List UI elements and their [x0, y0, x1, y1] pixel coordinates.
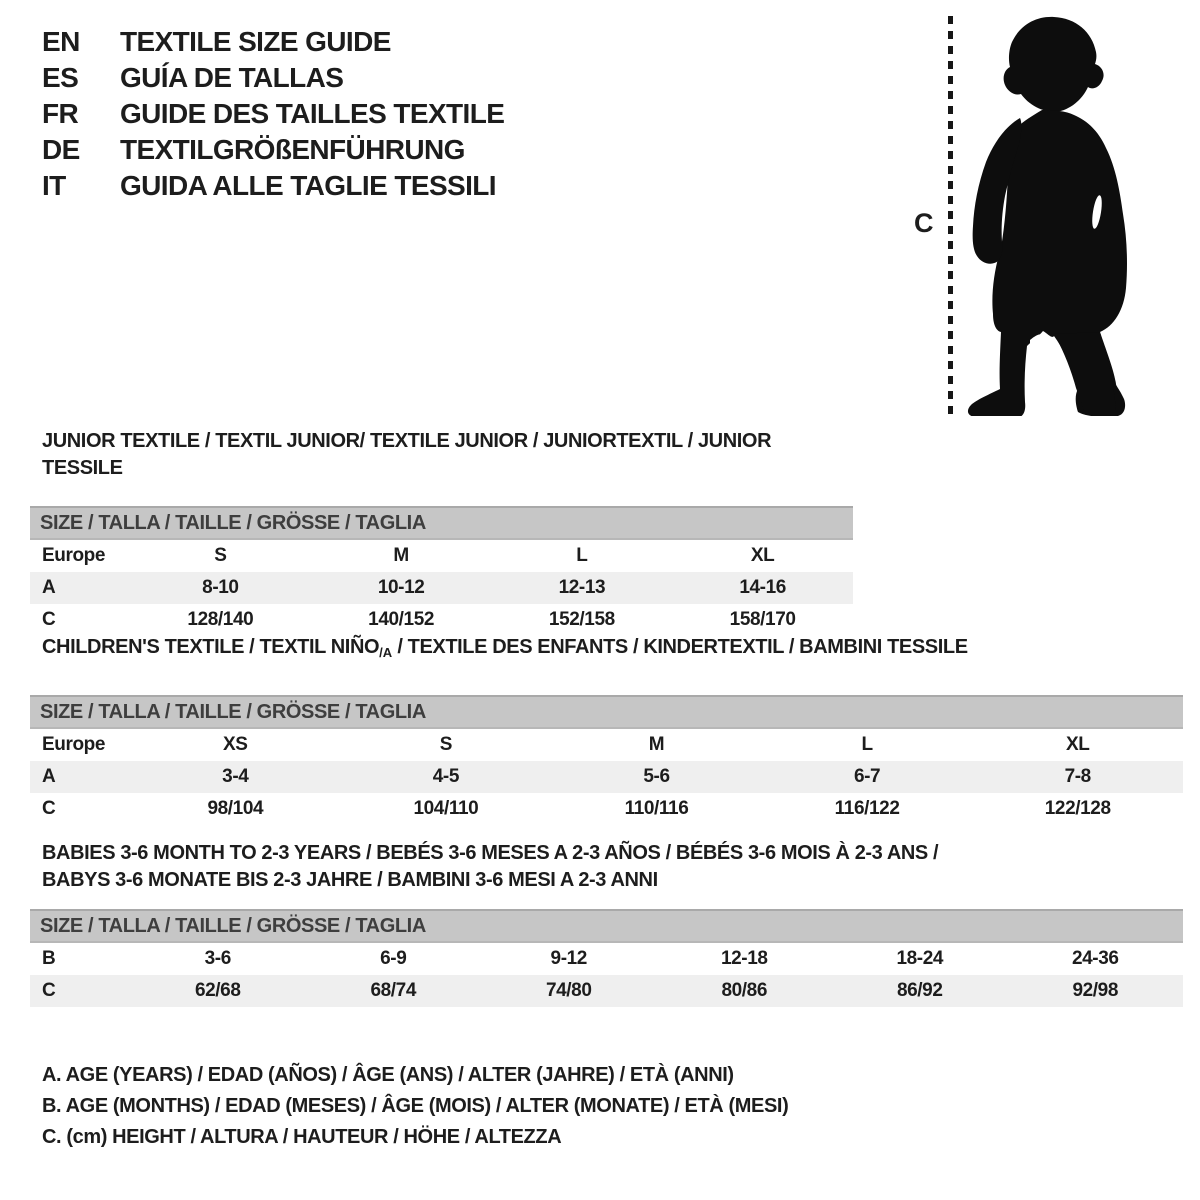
section-junior-textile	[30, 428, 853, 636]
height-cell: 128/140	[187, 609, 254, 630]
row-label: C	[42, 980, 56, 1001]
size-cell: XL	[1065, 734, 1090, 755]
age-cell: 12-18	[720, 948, 768, 969]
guide-title: TEXTILGRÖßENFÜHRUNG	[120, 134, 465, 165]
height-cell: 86/92	[896, 980, 943, 1001]
guide-title: GUÍA DE TALLAS	[120, 62, 344, 93]
table-row	[30, 943, 1183, 975]
babies-size-header-bar	[30, 909, 1183, 943]
size-cell: XS	[223, 734, 248, 755]
age-cell: 12-13	[558, 577, 606, 598]
row-label: A	[42, 577, 56, 598]
junior-size-header-bar	[30, 506, 853, 540]
row-label: C	[42, 609, 56, 630]
note-c: C. (cm) HEIGHT / ALTURA / HAUTEUR / HÖHE / ALTEZZA	[42, 1126, 562, 1148]
language-code: DE	[42, 134, 80, 165]
guide-title: GUIDE DES TAILLES TEXTILE	[120, 98, 505, 129]
row-label: A	[42, 766, 56, 787]
language-row-de	[42, 132, 504, 168]
row-label: Europe	[42, 734, 106, 755]
size-cell: M	[393, 545, 409, 566]
size-header-label: SIZE / TALLA / TAILLE / GRÖSSE / TAGLIA	[40, 511, 426, 534]
children-heading-sub: /A	[379, 645, 393, 660]
size-cell: S	[214, 545, 227, 566]
height-cell: 122/128	[1044, 798, 1111, 819]
language-row-en	[42, 24, 504, 60]
height-cell: 116/122	[834, 798, 900, 819]
size-cell: S	[439, 734, 453, 755]
row-label: C	[42, 798, 56, 819]
junior-section-heading: JUNIOR TEXTILE / TEXTIL JUNIOR/ TEXTILE JUNIOR / JUNIORTEXTIL / JUNIOR TESSILE	[42, 430, 772, 479]
language-row-es	[42, 60, 504, 96]
size-cell: M	[648, 734, 665, 755]
height-measure-label: C	[914, 208, 934, 238]
language-code: IT	[42, 170, 66, 201]
height-cell: 110/116	[624, 798, 689, 819]
size-header-label: SIZE / TALLA / TAILLE / GRÖSSE / TAGLIA	[40, 700, 426, 723]
age-cell: 6-9	[380, 948, 407, 969]
height-cell: 80/86	[721, 980, 768, 1001]
language-code: ES	[42, 62, 79, 93]
height-cell: 68/74	[370, 980, 417, 1001]
size-cell: L	[861, 734, 873, 755]
children-heading-prefix: CHILDREN'S TEXTILE / TEXTIL NIÑO	[42, 636, 380, 658]
language-row-it	[42, 168, 504, 204]
height-cell: 140/152	[368, 609, 435, 630]
language-title-list	[42, 24, 504, 204]
height-cell: 92/98	[1072, 980, 1119, 1001]
age-cell: 6-7	[853, 766, 881, 787]
table-row	[30, 793, 1183, 825]
age-cell: 7-8	[1064, 766, 1091, 787]
size-cell: XL	[750, 545, 775, 566]
size-cell: L	[576, 545, 588, 566]
age-cell: 10-12	[377, 577, 425, 598]
age-cell: 18-24	[896, 948, 944, 969]
language-code: EN	[42, 26, 80, 57]
language-row-fr	[42, 96, 504, 132]
table-row	[30, 729, 1183, 761]
toddler-silhouette-icon	[966, 14, 1138, 416]
legend-notes	[42, 1060, 788, 1153]
children-section-heading	[42, 634, 1183, 666]
row-label: B	[42, 948, 56, 969]
babies-section-heading	[42, 840, 1183, 894]
age-cell: 4-5	[432, 766, 460, 787]
height-cell: 104/110	[413, 798, 479, 819]
guide-title: TEXTILE SIZE GUIDE	[120, 26, 391, 57]
age-cell: 14-16	[739, 577, 786, 598]
note-b: B. AGE (MONTHS) / EDAD (MESES) / ÂGE (MOIS) / ALTER (MONATE) / ETÀ (MESI)	[42, 1095, 789, 1117]
size-header-label: SIZE / TALLA / TAILLE / GRÖSSE / TAGLIA	[40, 914, 426, 937]
age-cell: 9-12	[550, 948, 587, 969]
children-size-header-bar	[30, 695, 1183, 729]
age-cell: 8-10	[202, 577, 239, 598]
section-babies-textile	[30, 840, 1183, 1007]
children-heading-suffix: / TEXTILE DES ENFANTS / KINDERTEXTIL / BAMBINI TESSILE	[392, 636, 968, 658]
age-cell: 5-6	[643, 766, 670, 787]
babies-heading-line2: BABYS 3-6 MONATE BIS 2-3 JAHRE / BAMBINI 3-6 MESI A 2-3 ANNI	[42, 869, 658, 891]
table-row	[30, 761, 1183, 793]
legs-gap	[1030, 334, 1053, 408]
age-cell: 3-6	[204, 948, 231, 969]
section-children-textile	[30, 634, 1183, 825]
note-a: A. AGE (YEARS) / EDAD (AÑOS) / ÂGE (ANS) / ALTER (JAHRE) / ETÀ (ANNI)	[42, 1064, 734, 1086]
age-cell: 24-36	[1071, 948, 1119, 969]
row-label: Europe	[42, 545, 106, 566]
table-row	[30, 975, 1183, 1007]
guide-title: GUIDA ALLE TAGLIE TESSILI	[120, 170, 496, 201]
table-row	[30, 604, 853, 636]
table-row	[30, 540, 853, 572]
table-row	[30, 572, 853, 604]
babies-heading-line1: BABIES 3-6 MONTH TO 2-3 YEARS / BEBÉS 3-6 MESES A 2-3 AÑOS / BÉBÉS 3-6 MOIS À 2-3 ANS /	[42, 842, 939, 864]
height-cell: 158/170	[729, 609, 796, 630]
height-cell: 98/104	[207, 798, 264, 819]
height-cell: 152/158	[548, 609, 615, 630]
age-cell: 3-4	[222, 766, 249, 787]
height-cell: 62/68	[194, 980, 241, 1001]
language-code: FR	[42, 98, 79, 129]
height-cell: 74/80	[545, 980, 592, 1001]
height-measure-dashed-line	[948, 16, 953, 418]
